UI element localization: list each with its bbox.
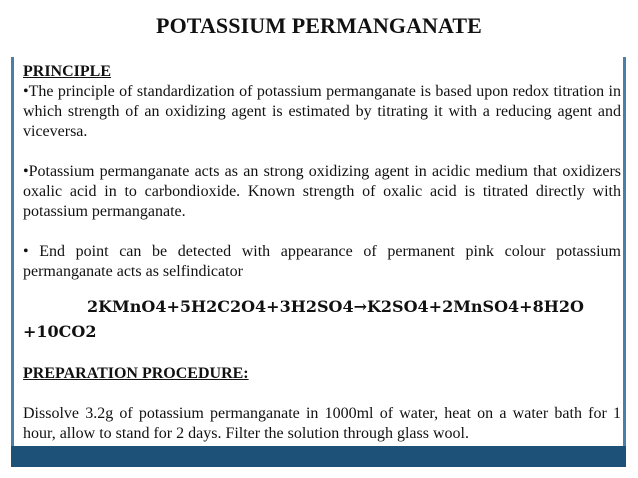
equation-line-2: +10CO2 [23,322,97,341]
slide-title: POTASSIUM PERMANGANATE [156,13,482,38]
reaction-equation [23,294,621,344]
principle-heading: PRINCIPLE [23,63,112,80]
principle-paragraph-1: •The principle of standardization of potassium permanganate is based upon redox titration in which strength of an oxidizing agent is estimated by titrating it with a reducing agent and viceversa. [23,83,621,140]
principle-paragraph-3: • End point can be detected with appearance of permanent pink colour potassium permanganate acts as selfindicator [23,243,621,280]
preparation-heading: PREPARATION PROCEDURE: [23,365,249,382]
spacer [23,344,621,364]
equation-line-1 [23,294,621,319]
spacer [23,222,621,242]
spacer [23,384,621,404]
spacer [23,142,621,162]
slide-content [23,62,621,444]
equation-text-1: 2KMnO4+5H2C2O4+3H2SO4→K2SO4+2MnSO4+8H2O [87,297,584,316]
preparation-text: Dissolve 3.2g of potassium permanganate in 1000ml of water, heat on a water bath for 1 hour, allow to stand for 2 days. Filter the solution through glass wool. [23,405,621,442]
principle-paragraph-2: •Potassium permanganate acts as an strong oxidizing agent in acidic medium that oxidizers oxalic acid in to carbondioxide. Known strength of oxalic acid is titrated directly with potassium permanganate. [23,163,621,220]
footer-bar [11,446,626,467]
